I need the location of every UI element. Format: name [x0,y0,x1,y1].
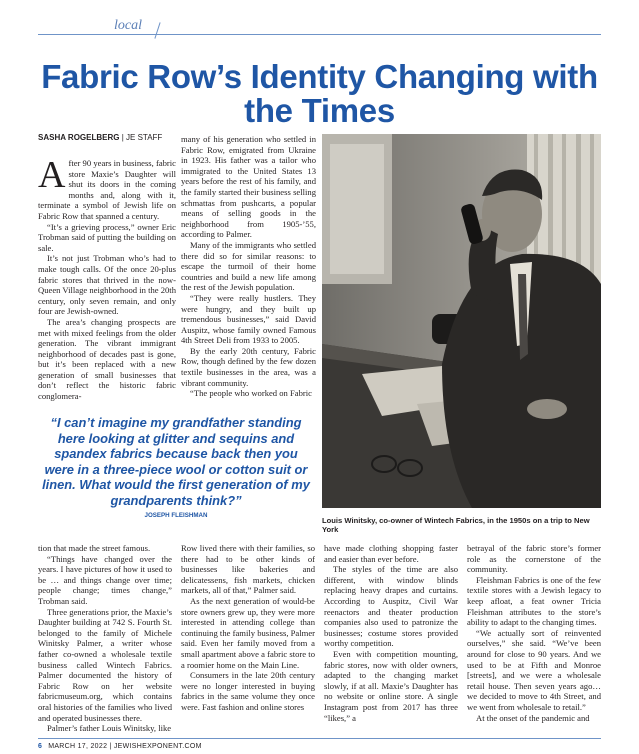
article-paragraph: Three generations prior, the Maxie’s Daughter building at 742 S. Fourth St. belonged to the family of Michele Winitsky Palmer, a writer whose father co-owned a wholesale textile business called Wintech Fabrics. Palmer documented the history of Fabric Row on her website fabricmuseum.org, which contains oral histories of the families who lived and operated businesses there. [38,606,172,723]
article-paragraph: Row lived there with their families, so there had to be other kinds of businesses like bakeries and delicatessens, fish markets, chicken markets, all of that,” Palmer said. [181,543,315,596]
archival-photo [322,134,601,508]
article-paragraph: “We actually sort of reinvented ourselves,” she said. “We’ve been around for close to 90 years. And we used to be at Fifth and Monroe [streets], and we were a wholesale retail house. Then seven years ago…we decided to move to 4th Street, and we went from wholesale to retail.” [467,627,601,712]
article-column-2 [181,134,316,399]
byline-name: SASHA ROGELBERG [38,133,120,142]
article-column-1 [38,154,176,402]
byline-org: | JE STAFF [119,133,163,142]
article-paragraph: have made clothing shopping faster and easier than ever before. [324,543,458,564]
section-rule [38,34,601,35]
article-paragraph: Even with competition mounting, fabric stores, now with older owners, adapted to the changing market slowly, if at all. Maxie’s Daughter has no website or online store. A single Instagram post from 2017 has three “likes,” a [324,648,458,723]
lead-paragraph [38,154,176,222]
article-paragraph: “They were really hustlers. They were hungry, and they built up tremendous businesses,” said David Auspitz, whose family owned Famous 4th Street Deli from 1933 to 2005. [181,292,316,346]
article-paragraph: tion that made the street famous. [38,543,151,553]
article-paragraph: “It’s a grieving process,” owner Eric Trobman said of putting the building on sale. [38,221,176,253]
article-paragraph: “The people who worked on Fabric [190,388,312,399]
page-footer [38,743,202,750]
article-paragraph: Consumers in the late 20th century were no longer interested in buying fabrics in the same volume they once were. Fast fashion and online stores [181,670,315,712]
article-paragraph: The area’s changing prospects are met with mixed feelings from the older generation. The vibrant immigrant neighborhood of decades past is gone, but it’s been replaced with a new generation of small businesses that don’t reflect the historic fabric conglomera- [38,316,176,402]
article-paragraph: As the next generation of would-be store owners grew up, they were more interested in attending college than continuing the family business, Palmer said. Even her family moved from a small apartment above a fabric store to a roomier home on the Main Line. [181,595,315,670]
article-paragraph: It’s not just Trobman who’s had to make tough calls. Of the once 20-plus fabric stores that thrived in the now-Queen Village neighborhood in the 20th century, only seven remain, and only four are Jewish-owned. [38,253,176,317]
drop-cap: A [38,154,66,196]
pull-quote-attribution: JOSEPH FLEISHMAN [144,512,208,519]
photo-illustration [322,134,601,508]
article-paragraph: “Things have changed over the years. I have pictures of how it used to be … and things change over time; people change; times change,” Trobman said. [38,553,172,606]
article-paragraph: many of his generation who settled in Fabric Row, emigrated from Ukraine in 1923. His father was a tailor who immigrated to the United States 13 years before the rest of his family, and the family started their business selling schmattas from pushcarts, a popular means of selling goods in the neighborhood from 1905-’55, according to Palmer. [181,134,316,240]
headline: Fabric Row’s Identity Changing with the Times [41,58,598,129]
article-paragraph: The styles of the time are also different, with window blinds replacing heavy drapes and curtains. According to Auspitz, Civil War reenactors and theater production companies also used to patronize the businesses; costume stores provided worthy competition. [324,564,458,649]
article-column-6 [467,543,601,723]
article-paragraph: betrayal of the fabric store’s former role as the cornerstone of the community. [467,543,601,575]
section-label: local [114,18,142,33]
article-paragraph: Palmer’s father Louis Winitsky, like [47,723,172,734]
page-number: 6 [38,743,43,750]
article-column-4 [181,543,315,713]
article-paragraph: Many of the immigrants who settled there did so for similar reasons: to escape the turmoil of their home countries and build a new life among the rest of the Jewish population. [181,239,316,293]
photo-caption: Louis Winitsky, co-owner of Wintech Fabrics, in the 1950s on a trip to New York [322,516,590,534]
article-paragraph: Fleishman Fabrics is one of the few textile stores with a Jewish legacy to keep afloat, a feat owner Tricia Fleishman attributes to the store’s ability to adapt to the changing times. [467,574,601,628]
article-column-5 [324,543,458,723]
footer-text: MARCH 17, 2022 | JEWISHEXPONENT.COM [48,743,202,750]
byline [38,133,162,142]
article-column-3 [38,543,172,734]
article-paragraph: By the early 20th century, Fabric Row, though defined by the few dozen textile businesses in the area, was a vibrant community. [181,345,316,388]
section-slash [154,22,160,38]
lead-text: fter 90 years in business, fabric store Maxie’s Daughter will shut its doors in the coming months and, along with it, terminate a symbol of Jewish life on Fabric Row that spanned a century. [38,158,176,221]
pull-quote: “I can’t imagine my grandfather standing here looking at glitter and sequins and spandex fabrics because back then you were in a three-piece wool or cotton suit or linen. What would the first generation of my grandparents think?” [42,415,310,508]
article-paragraph: At the onset of the pandemic and [476,712,590,723]
footer-rule [38,738,601,739]
